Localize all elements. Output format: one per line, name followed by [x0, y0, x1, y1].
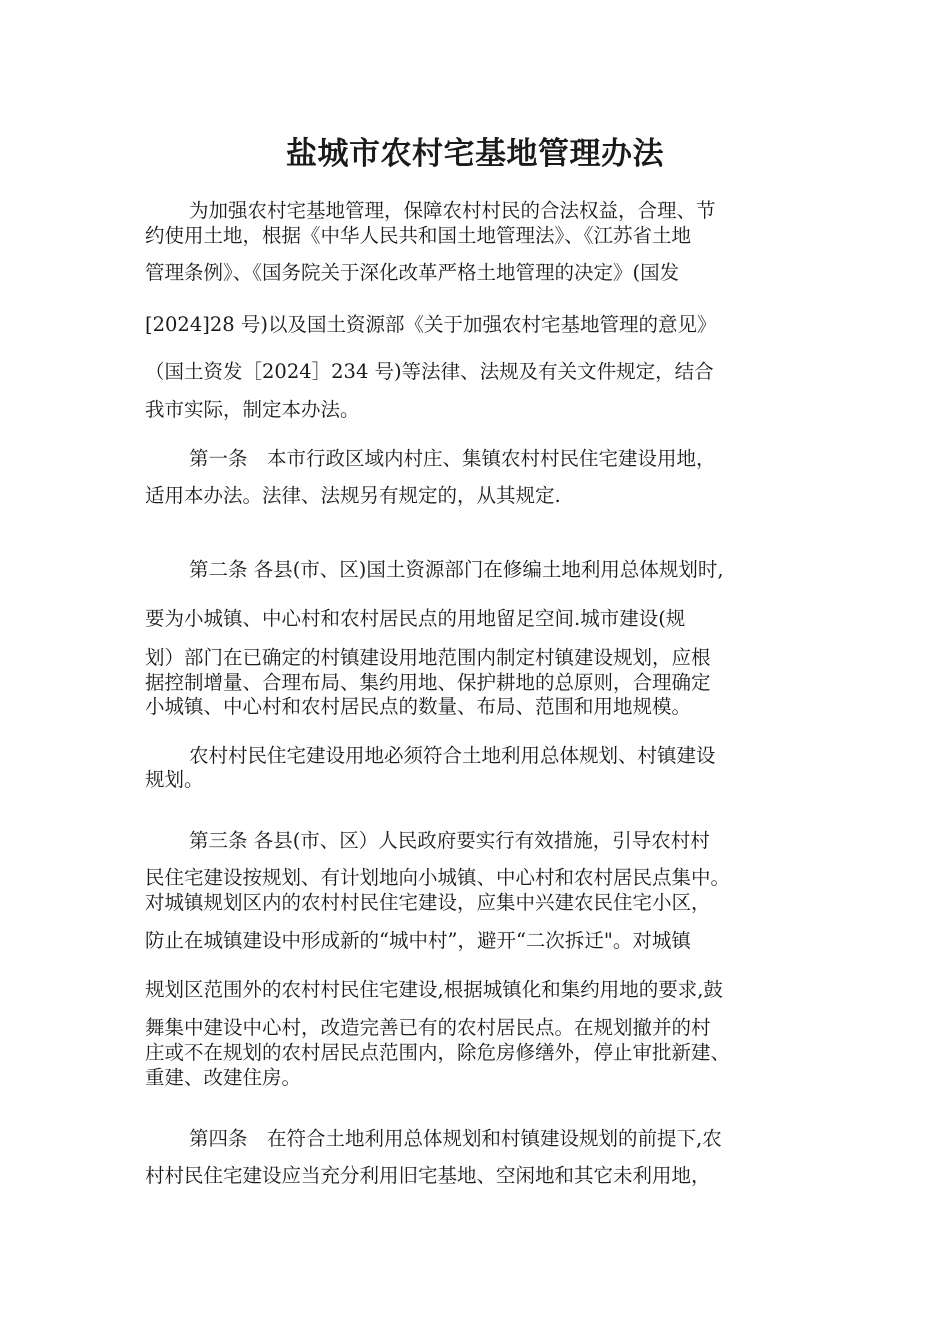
text-line: 要为小城镇、中心村和农村居民点的用地留足空间.城市建设(规	[145, 607, 686, 630]
text-line: 我市实际，制定本办法。	[145, 398, 360, 421]
text-line: 第一条 本市行政区域内村庄、集镇农村村民住宅建设用地，	[189, 447, 716, 470]
text-line: 庄或不在规划的农村居民点范围内，除危房修缮外，停止审批新建、	[145, 1041, 731, 1064]
text-line: 第二条 各县(市、区)国土资源部门在修编土地利用总体规划时,	[189, 558, 724, 581]
text-line: 第四条 在符合土地利用总体规划和村镇建设规划的前提下,农	[189, 1127, 722, 1150]
text-line: （国土资发［2024］234 号)等法律、法规及有关文件规定，结合	[145, 360, 714, 383]
text-line: 村村民住宅建设应当充分利用旧宅基地、空闲地和其它未利用地，	[145, 1164, 711, 1187]
text-line: 约使用土地，根据《中华人民共和国土地管理法》、《江苏省土地	[145, 224, 692, 247]
text-line: [2024]28 号)以及国土资源部《关于加强农村宅基地管理的意见》	[145, 313, 717, 336]
text-line: 据控制增量、合理布局、集约用地、保护耕地的总原则，合理确定	[145, 671, 711, 694]
text-line: 规划区范围外的农村村民住宅建设,根据城镇化和集约用地的要求,鼓	[145, 978, 723, 1001]
text-line: 农村村民住宅建设用地必须符合土地利用总体规划、村镇建设	[189, 744, 716, 767]
text-line: 第三条 各县(市、区）人民政府要实行有效措施，引导农村村	[189, 829, 710, 852]
text-line: 规划。	[145, 768, 204, 791]
text-line: 管理条例》、《国务院关于深化改革严格土地管理的决定》(国发	[145, 261, 680, 284]
text-line: 划）部门在已确定的村镇建设用地范围内制定村镇建设规划，应根	[145, 646, 711, 669]
text-line: 适用本办法。法律、法规另有规定的，从其规定.	[145, 484, 561, 507]
text-line: 重建、改建住房。	[145, 1066, 302, 1089]
document-title: 盐城市农村宅基地管理办法	[286, 136, 664, 172]
text-line: 舞集中建设中心村，改造完善已有的农村居民点。在规划撤并的村	[145, 1016, 711, 1039]
text-line: 对城镇规划区内的农村村民住宅建设，应集中兴建农民住宅小区，	[145, 891, 711, 914]
text-line: 为加强农村宅基地管理，保障农村村民的合法权益，合理、节	[189, 199, 716, 222]
text-line: 防止在城镇建设中形成新的“城中村”，避开“二次拆迁"。对城镇	[145, 929, 691, 952]
text-line: 小城镇、中心村和农村居民点的数量、布局、范围和用地规模。	[145, 695, 692, 718]
text-line: 民住宅建设按规划、有计划地向小城镇、中心村和农村居民点集中。	[145, 866, 731, 889]
